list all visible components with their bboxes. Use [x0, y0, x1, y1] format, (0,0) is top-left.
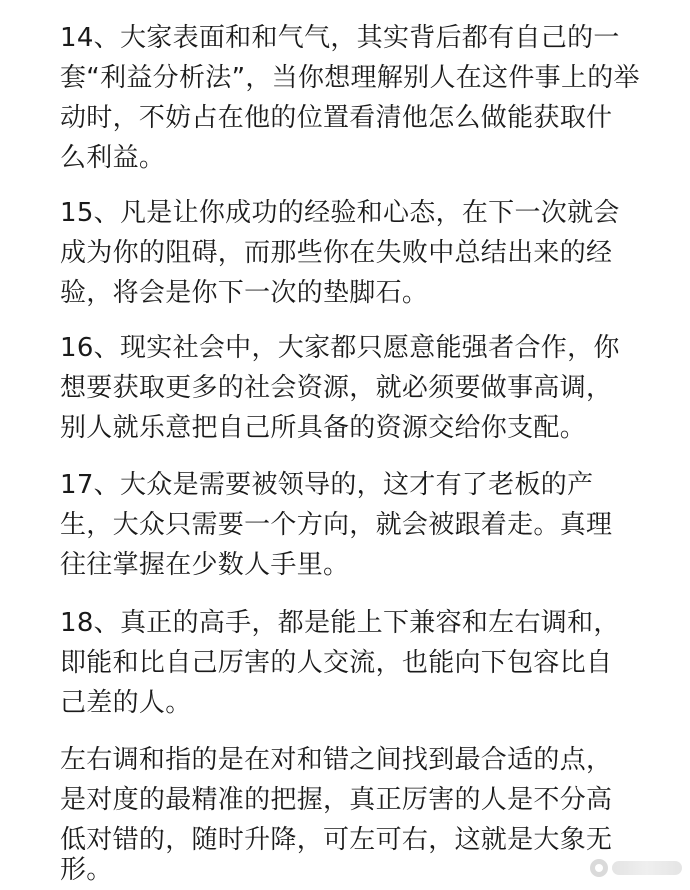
- blurred-watermark-text: [612, 861, 682, 875]
- paragraph-15-line-2: 成为你的阻碍，而那些你在失败中总结出来的经: [60, 238, 613, 268]
- paragraph-17-line-2: 生，大众只需要一个方向，就会被跟着走。真理: [60, 510, 613, 540]
- paragraph-17-line-1: 17、大众是需要被领导的，这才有了老板的产: [60, 470, 594, 500]
- paragraph-14-line-4: 么利益。: [60, 143, 166, 173]
- paragraph-14-line-2: 套“利益分析法”，当你想理解别人在这件事上的举: [60, 63, 640, 93]
- paragraph-14-line-1: 14、大家表面和和气气，其实背后都有自己的一: [60, 23, 620, 53]
- weibo-logo-icon: [590, 859, 608, 877]
- paragraph-16-line-2: 想要获取更多的社会资源，就必须要做事高调，: [60, 373, 613, 403]
- paragraph-18-line-2: 即能和比自己厉害的人交流，也能向下包容比自: [60, 648, 613, 678]
- paragraph-19-line-3: 低对错的，随时升降，可左可右，这就是大象无: [60, 825, 613, 855]
- paragraph-16-line-3: 别人就乐意把自己所具备的资源交给你支配。: [60, 413, 587, 443]
- paragraph-19-line-2: 是对度的最精准的把握，真正厉害的人是不分高: [60, 785, 613, 815]
- paragraph-18-line-3: 己差的人。: [60, 688, 192, 718]
- paragraph-15-line-3: 验，将会是你下一次的垫脚石。: [60, 278, 429, 308]
- paragraph-15-line-1: 15、凡是让你成功的经验和心态，在下一次就会: [60, 198, 620, 228]
- watermark: [590, 857, 682, 879]
- paragraph-19-line-1: 左右调和指的是在对和错之间找到最合适的点，: [60, 745, 613, 775]
- paragraph-17-line-3: 往往掌握在少数人手里。: [60, 550, 350, 580]
- paragraph-16-line-1: 16、现实社会中，大家都只愿意能强者合作，你: [60, 333, 620, 363]
- paragraph-18-line-1: 18、真正的高手，都是能上下兼容和左右调和，: [60, 608, 620, 638]
- paragraph-14-line-3: 动时，不妨占在他的位置看清他怎么做能获取什: [60, 103, 613, 133]
- paragraph-19-line-4: 形。: [60, 855, 113, 885]
